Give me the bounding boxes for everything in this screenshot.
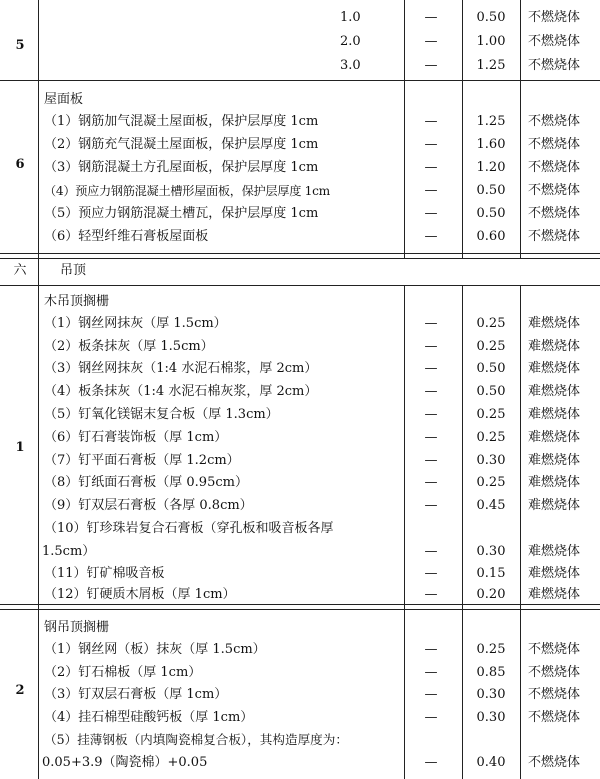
dash-cell: — xyxy=(424,114,438,129)
value-cell: 1.20 xyxy=(476,160,506,175)
grid-line xyxy=(0,253,600,254)
value-cell: 0.30 xyxy=(476,544,506,559)
class-cell: 不燃烧体 xyxy=(528,206,581,221)
class-cell: 不燃烧体 xyxy=(528,10,581,25)
dash-cell: — xyxy=(424,544,438,559)
value-cell: 0.30 xyxy=(476,687,506,702)
value-cell: 0.30 xyxy=(476,453,506,468)
item-label: （3）钢丝网抹灰（1:4 水泥石棉浆，厚 2cm） xyxy=(44,361,318,376)
grid-line xyxy=(0,80,600,81)
item-label: （2）钢筋充气混凝土屋面板，保护层厚度 1cm xyxy=(44,137,319,152)
item-label: （9）钉双层石膏板（各厚 0.8cm） xyxy=(44,498,253,513)
class-cell: 不燃烧体 xyxy=(528,665,581,680)
value-cell: 0.20 xyxy=(476,587,506,602)
value-cell: 0.15 xyxy=(476,566,506,581)
dash-cell: — xyxy=(424,642,438,657)
dash-cell: — xyxy=(424,755,438,770)
class-cell: 难燃烧体 xyxy=(528,361,581,376)
item-label: （6）轻型纤维石膏板屋面板 xyxy=(44,229,209,244)
item-label: （8）钉纸面石膏板（厚 0.95cm） xyxy=(44,475,248,490)
section-title: 屋面板 xyxy=(44,92,84,107)
value-cell: 1.00 xyxy=(476,34,506,49)
class-cell: 难燃烧体 xyxy=(528,453,581,468)
section-title: 钢吊顶搁栅 xyxy=(44,620,110,635)
item-label: （4）板条抹灰（1:4 水泥石棉灰浆，厚 2cm） xyxy=(44,384,318,399)
dash-cell: — xyxy=(424,206,438,221)
item-label: （12）钉硬质木屑板（厚 1cm） xyxy=(44,587,236,602)
dash-cell: — xyxy=(424,384,438,399)
value-cell: 0.50 xyxy=(476,183,506,198)
item-label: （5）预应力钢筋混凝土槽瓦，保护层厚度 1cm xyxy=(44,206,319,221)
dash-cell: — xyxy=(424,587,438,602)
grid-line xyxy=(38,0,39,779)
dash-cell: — xyxy=(424,453,438,468)
value-cell: 0.25 xyxy=(476,339,506,354)
row-number: 2 xyxy=(15,683,25,698)
class-cell: 不燃烧体 xyxy=(528,755,581,770)
row-number: 1 xyxy=(15,440,25,455)
item-label-line1: （10）钉珍珠岩复合石膏板（穿孔板和吸音板各厚 xyxy=(44,521,334,536)
item-label: （7）钉平面石膏板（厚 1.2cm） xyxy=(44,453,240,468)
class-cell: 不燃烧体 xyxy=(528,183,581,198)
dash-cell: — xyxy=(424,407,438,422)
dash-cell: — xyxy=(424,430,438,445)
class-cell: 难燃烧体 xyxy=(528,316,581,331)
value-cell: 1.25 xyxy=(476,58,506,73)
class-cell: 不燃烧体 xyxy=(528,114,581,129)
section-title: 木吊顶搁栅 xyxy=(44,294,110,309)
value-cell: 0.85 xyxy=(476,665,506,680)
class-cell: 不燃烧体 xyxy=(528,687,581,702)
item-label: （11）钉矿棉吸音板 xyxy=(44,566,165,581)
item-label: （2）板条抹灰（厚 1.5cm） xyxy=(44,339,214,354)
class-cell: 难燃烧体 xyxy=(528,430,581,445)
value-cell: 0.50 xyxy=(476,361,506,376)
dash-cell: — xyxy=(424,34,438,49)
dash-cell: — xyxy=(424,665,438,680)
value-cell: 0.25 xyxy=(476,407,506,422)
value-cell: 1.25 xyxy=(476,114,506,129)
grid-line xyxy=(0,258,600,259)
item-label-line2: 0.05+3.9（陶瓷棉）+0.05 xyxy=(42,755,208,770)
item-label: （3）钉双层石膏板（厚 1cm） xyxy=(44,687,228,702)
class-cell: 难燃烧体 xyxy=(528,339,581,354)
grid-line xyxy=(0,285,600,286)
dash-cell: — xyxy=(424,10,438,25)
value-cell: 0.45 xyxy=(476,498,506,513)
item-label: （4）预应力钢筋混凝土槽形屋面板，保护层厚度 1cm xyxy=(44,184,330,198)
class-cell: 不燃烧体 xyxy=(528,710,581,725)
item-label-line1: （5）挂薄钢板（内填陶瓷棉复合板），其构造厚度为： xyxy=(44,732,348,747)
dash-cell: — xyxy=(424,361,438,376)
item-label: （4）挂石棉型硅酸钙板（厚 1cm） xyxy=(44,710,254,725)
value-cell: 0.50 xyxy=(476,206,506,221)
item-label: （3）钢筋混凝土方孔屋面板，保护层厚度 1cm xyxy=(44,160,319,175)
item-label: （6）钉石膏装饰板（厚 1cm） xyxy=(44,430,228,445)
value-cell: 0.50 xyxy=(476,384,506,399)
thickness-label: 1.0 xyxy=(340,10,361,25)
value-cell: 0.40 xyxy=(476,755,506,770)
class-cell: 难燃烧体 xyxy=(528,407,581,422)
value-cell: 1.60 xyxy=(476,137,506,152)
class-cell: 不燃烧体 xyxy=(528,137,581,152)
grid-line xyxy=(0,609,600,610)
dash-cell: — xyxy=(424,687,438,702)
dash-cell: — xyxy=(424,710,438,725)
dash-cell: — xyxy=(424,137,438,152)
row-number: 6 xyxy=(15,157,25,172)
value-cell: 0.50 xyxy=(476,10,506,25)
value-cell: 0.30 xyxy=(476,710,506,725)
item-label-line2: 1.5cm） xyxy=(42,544,96,559)
class-cell: 难燃烧体 xyxy=(528,475,581,490)
dash-cell: — xyxy=(424,498,438,513)
dash-cell: — xyxy=(424,316,438,331)
class-cell: 不燃烧体 xyxy=(528,58,581,73)
class-cell: 难燃烧体 xyxy=(528,498,581,513)
value-cell: 0.25 xyxy=(476,430,506,445)
dash-cell: — xyxy=(424,566,438,581)
class-cell: 不燃烧体 xyxy=(528,642,581,657)
class-cell: 难燃烧体 xyxy=(528,566,581,581)
dash-cell: — xyxy=(424,183,438,198)
class-cell: 难燃烧体 xyxy=(528,544,581,559)
item-label: （1）钢丝网（板）抹灰（厚 1.5cm） xyxy=(44,642,266,657)
dash-cell: — xyxy=(424,160,438,175)
grid-line xyxy=(462,0,463,258)
item-label: （1）钢筋加气混凝土屋面板，保护层厚度 1cm xyxy=(44,114,319,129)
value-cell: 0.25 xyxy=(476,642,506,657)
grid-line xyxy=(462,285,463,779)
value-cell: 0.60 xyxy=(476,229,506,244)
class-cell: 难燃烧体 xyxy=(528,384,581,399)
grid-line xyxy=(520,0,521,258)
value-cell: 0.25 xyxy=(476,316,506,331)
item-label: （1）钢丝网抹灰（厚 1.5cm） xyxy=(44,316,227,331)
item-label: （5）钉氧化镁锯末复合板（厚 1.3cm） xyxy=(44,407,279,422)
class-cell: 不燃烧体 xyxy=(528,34,581,49)
grid-line xyxy=(520,285,521,779)
class-cell: 不燃烧体 xyxy=(528,229,581,244)
dash-cell: — xyxy=(424,475,438,490)
section-title: 吊顶 xyxy=(60,263,87,278)
section-number: 六 xyxy=(13,263,27,278)
dash-cell: — xyxy=(424,229,438,244)
class-cell: 难燃烧体 xyxy=(528,587,581,602)
thickness-label: 2.0 xyxy=(340,34,361,49)
row-number: 5 xyxy=(15,38,25,53)
class-cell: 不燃烧体 xyxy=(528,160,581,175)
value-cell: 0.25 xyxy=(476,475,506,490)
item-label: （2）钉石棉板（厚 1cm） xyxy=(44,665,202,680)
dash-cell: — xyxy=(424,58,438,73)
dash-cell: — xyxy=(424,339,438,354)
thickness-label: 3.0 xyxy=(340,58,361,73)
